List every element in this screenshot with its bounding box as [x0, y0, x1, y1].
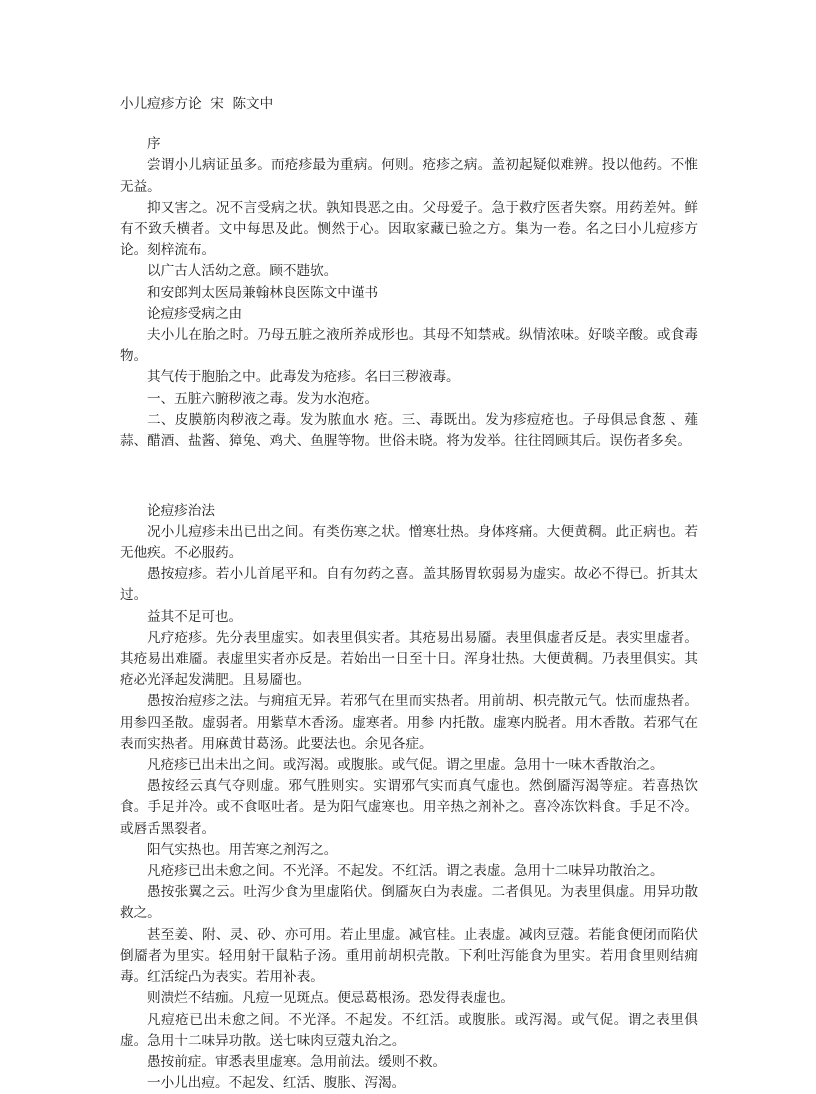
- paragraph: 抑又害之。况不言受病之状。孰知畏恶之由。父母爱子。急于救疗医者失察。用药差舛。鲜有不致夭横者。文中每思及此。恻然于心。因取家藏已验之方。集为一卷。名之曰小儿痘疹方论。刻梓流布。: [120, 199, 698, 259]
- paragraph: 愚按前症。审悉表里虚寒。急用前法。缓则不救。: [147, 1053, 447, 1070]
- document-page: [120, 94, 698, 1094]
- paragraph: 阳气实热也。用苦寒之剂泻之。: [147, 841, 338, 858]
- paragraph: 愚按经云真气夺则虚。邪气胜则实。实谓邪气实而真气虚也。然倒靥泻渴等症。若喜热饮食。手足并冷。或不食呕吐者。是为阳气虚寒也。用辛热之剂补之。喜冷冻饮料食。手足不冷。或唇舌黑裂者。: [120, 778, 698, 837]
- paragraph: 甚至姜、附、灵、砂、亦可用。若止里虚。减官桂。止表虚。减肉豆蔻。若能食便闭而陷伏倒靥者为里实。轻用射干鼠粘子汤。重用前胡枳壳散。下利吐泻能食为里实。若用食里则结痈毒。红活绽凸为表实。若用补表。: [120, 926, 698, 986]
- paragraph: 则溃烂不结痂。凡痘一见斑点。便忌葛根汤。恐发得表虚也。: [147, 990, 515, 1007]
- paragraph: 一、五脏六腑秽液之毒。发为水泡疮。: [147, 390, 379, 407]
- paragraph: 夫小儿在胎之时。乃母五脏之液所养成形也。其母不知禁戒。纵情浓味。好啖辛酸。或食毒物。: [120, 327, 698, 365]
- paragraph: 况小儿痘疹未出已出之间。有类伤寒之状。憎寒壮热。身体疼痛。大便黄稠。此正病也。若无他疾。不必服药。: [120, 523, 698, 562]
- paragraph: 益其不足可也。: [147, 608, 243, 625]
- paragraph: 序: [147, 136, 161, 153]
- paragraph: 愚按张翼之云。吐泻少食为里虚陷伏。倒靥灰白为表虚。二者俱见。为表里俱虚。用异功散救之。: [120, 884, 698, 922]
- paragraph: 和安郎判太医局兼翰林良医陈文中谨书: [147, 284, 379, 301]
- blank-line: [120, 466, 698, 487]
- paragraph: 凡疮疹已出未愈之间。不光泽。不起发。不红活。谓之表虚。急用十二味异功散治之。: [147, 863, 664, 880]
- document-body: [120, 134, 698, 1094]
- paragraph: 凡痘疮已出未愈之间。不光泽。不起发。不红活。或腹胀。或泻渴。或气促。谓之表里俱虚。急用十二味异功散。送七味肉豆蔻丸治之。: [120, 1011, 698, 1049]
- document-title: 小儿痘疹方论 宋 陈文中: [120, 96, 274, 112]
- paragraph: 尝谓小儿病证虽多。而疮疹最为重病。何则。疮疹之病。盖初起疑似难辨。投以他药。不惟无益。: [120, 157, 698, 195]
- paragraph: 愚按痘疹。若小儿首尾平和。自有勿药之喜。盖其肠胃软弱易为虚实。故必不得已。折其太过。: [120, 566, 698, 604]
- paragraph: 凡疮疹已出未出之间。或泻渴。或腹胀。或气促。谓之里虚。急用十一味木香散治之。: [147, 757, 664, 774]
- paragraph: 论痘疹受病之由: [147, 305, 243, 322]
- paragraph: 凡疗疮疹。先分表里虚实。如表里俱实者。其疮易出易靥。表里俱虚者反是。表实里虚者。其疮易出难靥。表虚里实者亦反是。若始出一日至十日。浑身壮热。大便黄稠。乃表里俱实。其疮必光泽起发满肥。且易靥也。: [120, 629, 698, 689]
- paragraph: 论痘疹治法: [147, 502, 215, 519]
- paragraph: 其气传于胞胎之中。此毒发为疮疹。名曰三秽液毒。: [147, 369, 460, 386]
- paragraph: 愚按治痘疹之法。与痈疽无异。若邪气在里而实热者。用前胡、枳壳散元气。怯而虚热者。用参四圣散。虚弱者。用紫草木香汤。虚寒者。用参 内托散。虚寒内脱者。用木香散。若邪气在表而实热者。用麻黄甘葛汤。此要法也。余见各症。: [120, 693, 698, 752]
- paragraph: 一小儿出痘。不起发、红活、腹胀、泻渴。: [147, 1075, 406, 1092]
- paragraph: 以广古人活幼之意。顾不韪欤。: [147, 263, 338, 280]
- paragraph: 二、皮膜筋肉秽液之毒。发为脓血水 疮。三、毒既出。发为疹痘疮也。子母俱忌食葱 、薤蒜、醋酒、盐酱、獐兔、鸡犬、鱼腥等物。世俗未晓。将为发举。往往罔顾其后。误伤者多矣。: [120, 411, 698, 450]
